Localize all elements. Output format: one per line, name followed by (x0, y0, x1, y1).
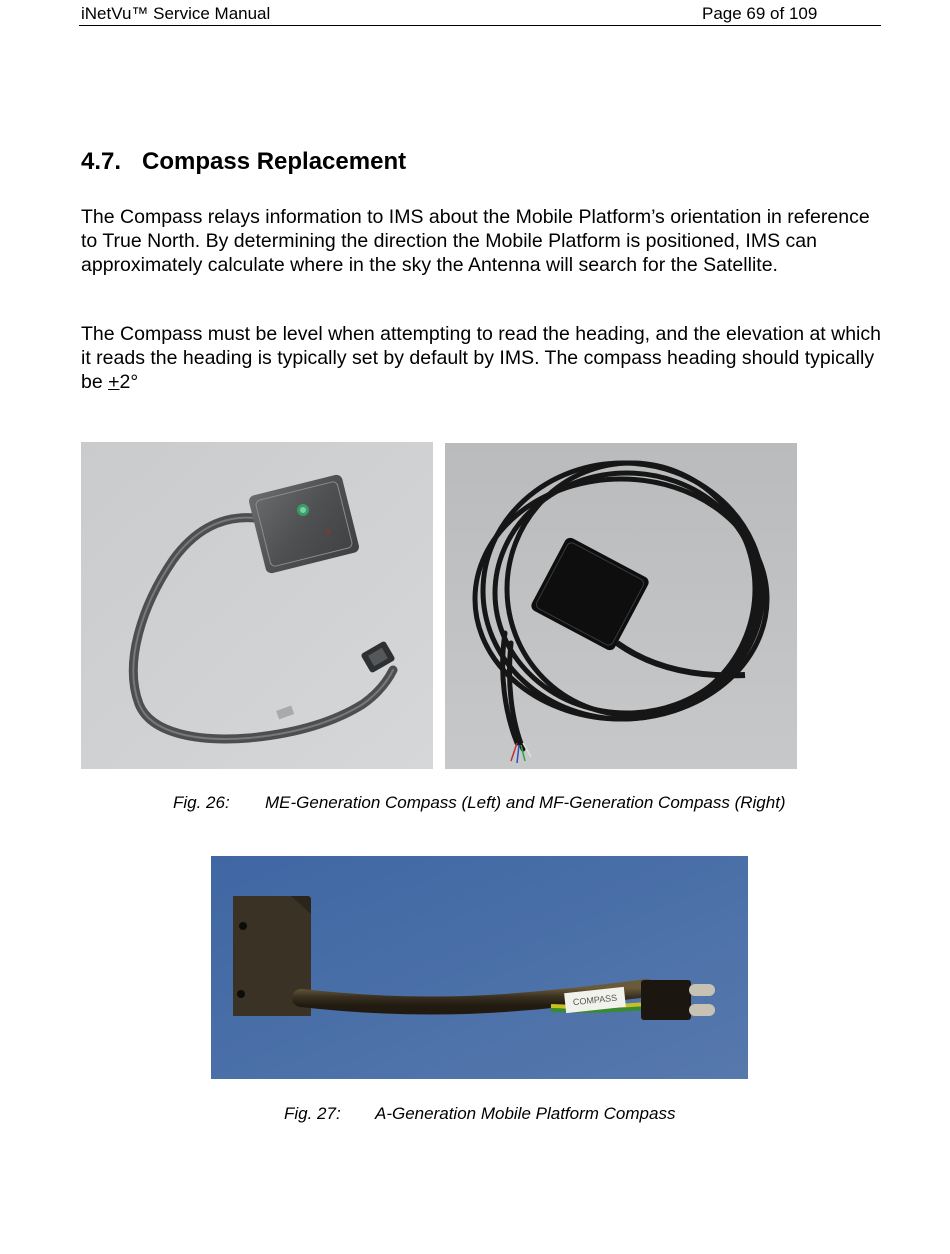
a-generation-compass-photo (211, 856, 748, 1079)
paragraph-compass-level (81, 322, 881, 394)
paragraph-compass-intro: The Compass relays information to IMS about the Mobile Platform’s orientation in reference to True North. By determining the direction the Mobile Platform is positioned, IMS can approximately calculate where in the sky the Antenna will search for the Satellite. (81, 206, 870, 276)
mf-generation-compass-photo (445, 443, 797, 769)
tolerance-value: 2° (119, 371, 139, 393)
section-title: Compass Replacement (142, 148, 407, 175)
section-number: 4.7. (81, 148, 122, 175)
figure-27-text: A-Generation Mobile Platform Compass (375, 1104, 676, 1123)
section-heading (81, 148, 406, 176)
figure-26-caption (173, 793, 786, 813)
figure-26-text: ME-Generation Compass (Left) and MF-Generation Compass (Right) (265, 793, 786, 812)
paragraph-text: The Compass must be level when attempting to read the heading, and the elevation at which it reads the heading is typically set by default by IMS. The compass heading should typically be (81, 323, 881, 393)
figure-27-label: Fig. 27: (284, 1104, 341, 1123)
plus-minus-sign: + (108, 371, 120, 393)
header-page-number: Page 69 of 109 (702, 4, 818, 23)
header-title: iNetVu™ Service Manual (81, 4, 271, 23)
header-rule (79, 25, 881, 26)
figure-27-caption (284, 1104, 675, 1124)
compass-sticker-label: COMPASS (572, 992, 618, 1008)
figure-26-label: Fig. 26: (173, 793, 230, 812)
me-generation-compass-photo (81, 442, 433, 769)
